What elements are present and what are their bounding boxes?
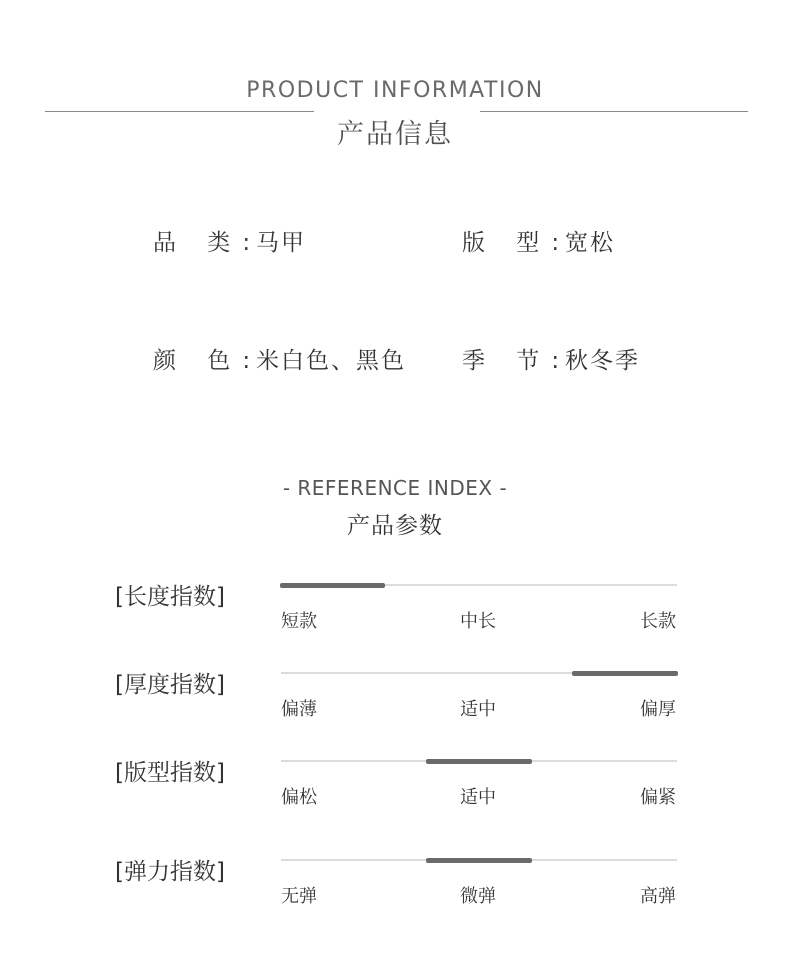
index-title-thickness: [厚度指数]: [115, 672, 225, 698]
info-category: [153, 224, 250, 257]
index-option-elasticity-3: 高弹: [640, 886, 676, 907]
index-indicator-elasticity: [426, 858, 532, 863]
season-colon: :: [551, 348, 560, 374]
index-option-fit-2: 适中: [460, 787, 496, 808]
index-option-length-1: 短款: [281, 611, 317, 632]
season-value: 秋冬季: [565, 348, 640, 374]
color-label: 颜 色: [153, 348, 243, 374]
index-option-length-2: 中长: [460, 611, 496, 632]
color-value: 米白色、黑色: [256, 348, 406, 374]
index-option-length-3: 长款: [640, 611, 676, 632]
fit-label: 版 型: [462, 230, 552, 256]
index-option-elasticity-2: 微弹: [460, 886, 496, 907]
info-fit: [462, 224, 559, 257]
index-option-elasticity-1: 无弹: [281, 886, 317, 907]
index-title-fit: [版型指数]: [115, 760, 225, 786]
index-option-thickness-2: 适中: [460, 699, 496, 720]
color-colon: :: [242, 348, 251, 374]
index-option-thickness-3: 偏厚: [640, 699, 676, 720]
category-colon: :: [242, 230, 251, 256]
info-color: [153, 342, 250, 375]
reference-title-zh: 产品参数: [347, 513, 443, 539]
category-value: 马甲: [256, 230, 306, 256]
fit-colon: :: [551, 230, 560, 256]
index-option-fit-3: 偏紧: [640, 787, 676, 808]
index-option-thickness-1: 偏薄: [281, 699, 317, 720]
index-indicator-length: [280, 583, 385, 588]
index-indicator-fit: [426, 759, 532, 764]
section-title-en: PRODUCT INFORMATION: [246, 78, 544, 103]
index-indicator-thickness: [572, 671, 678, 676]
section-title-zh: 产品信息: [337, 119, 453, 150]
index-title-length: [长度指数]: [115, 584, 225, 610]
index-title-elasticity: [弹力指数]: [115, 859, 225, 885]
info-season: [462, 342, 559, 375]
season-label: 季 节: [462, 348, 552, 374]
fit-value: 宽松: [565, 230, 615, 256]
reference-title-en: - REFERENCE INDEX -: [282, 476, 508, 500]
category-label: 品 类: [153, 230, 243, 256]
index-option-fit-1: 偏松: [281, 787, 317, 808]
